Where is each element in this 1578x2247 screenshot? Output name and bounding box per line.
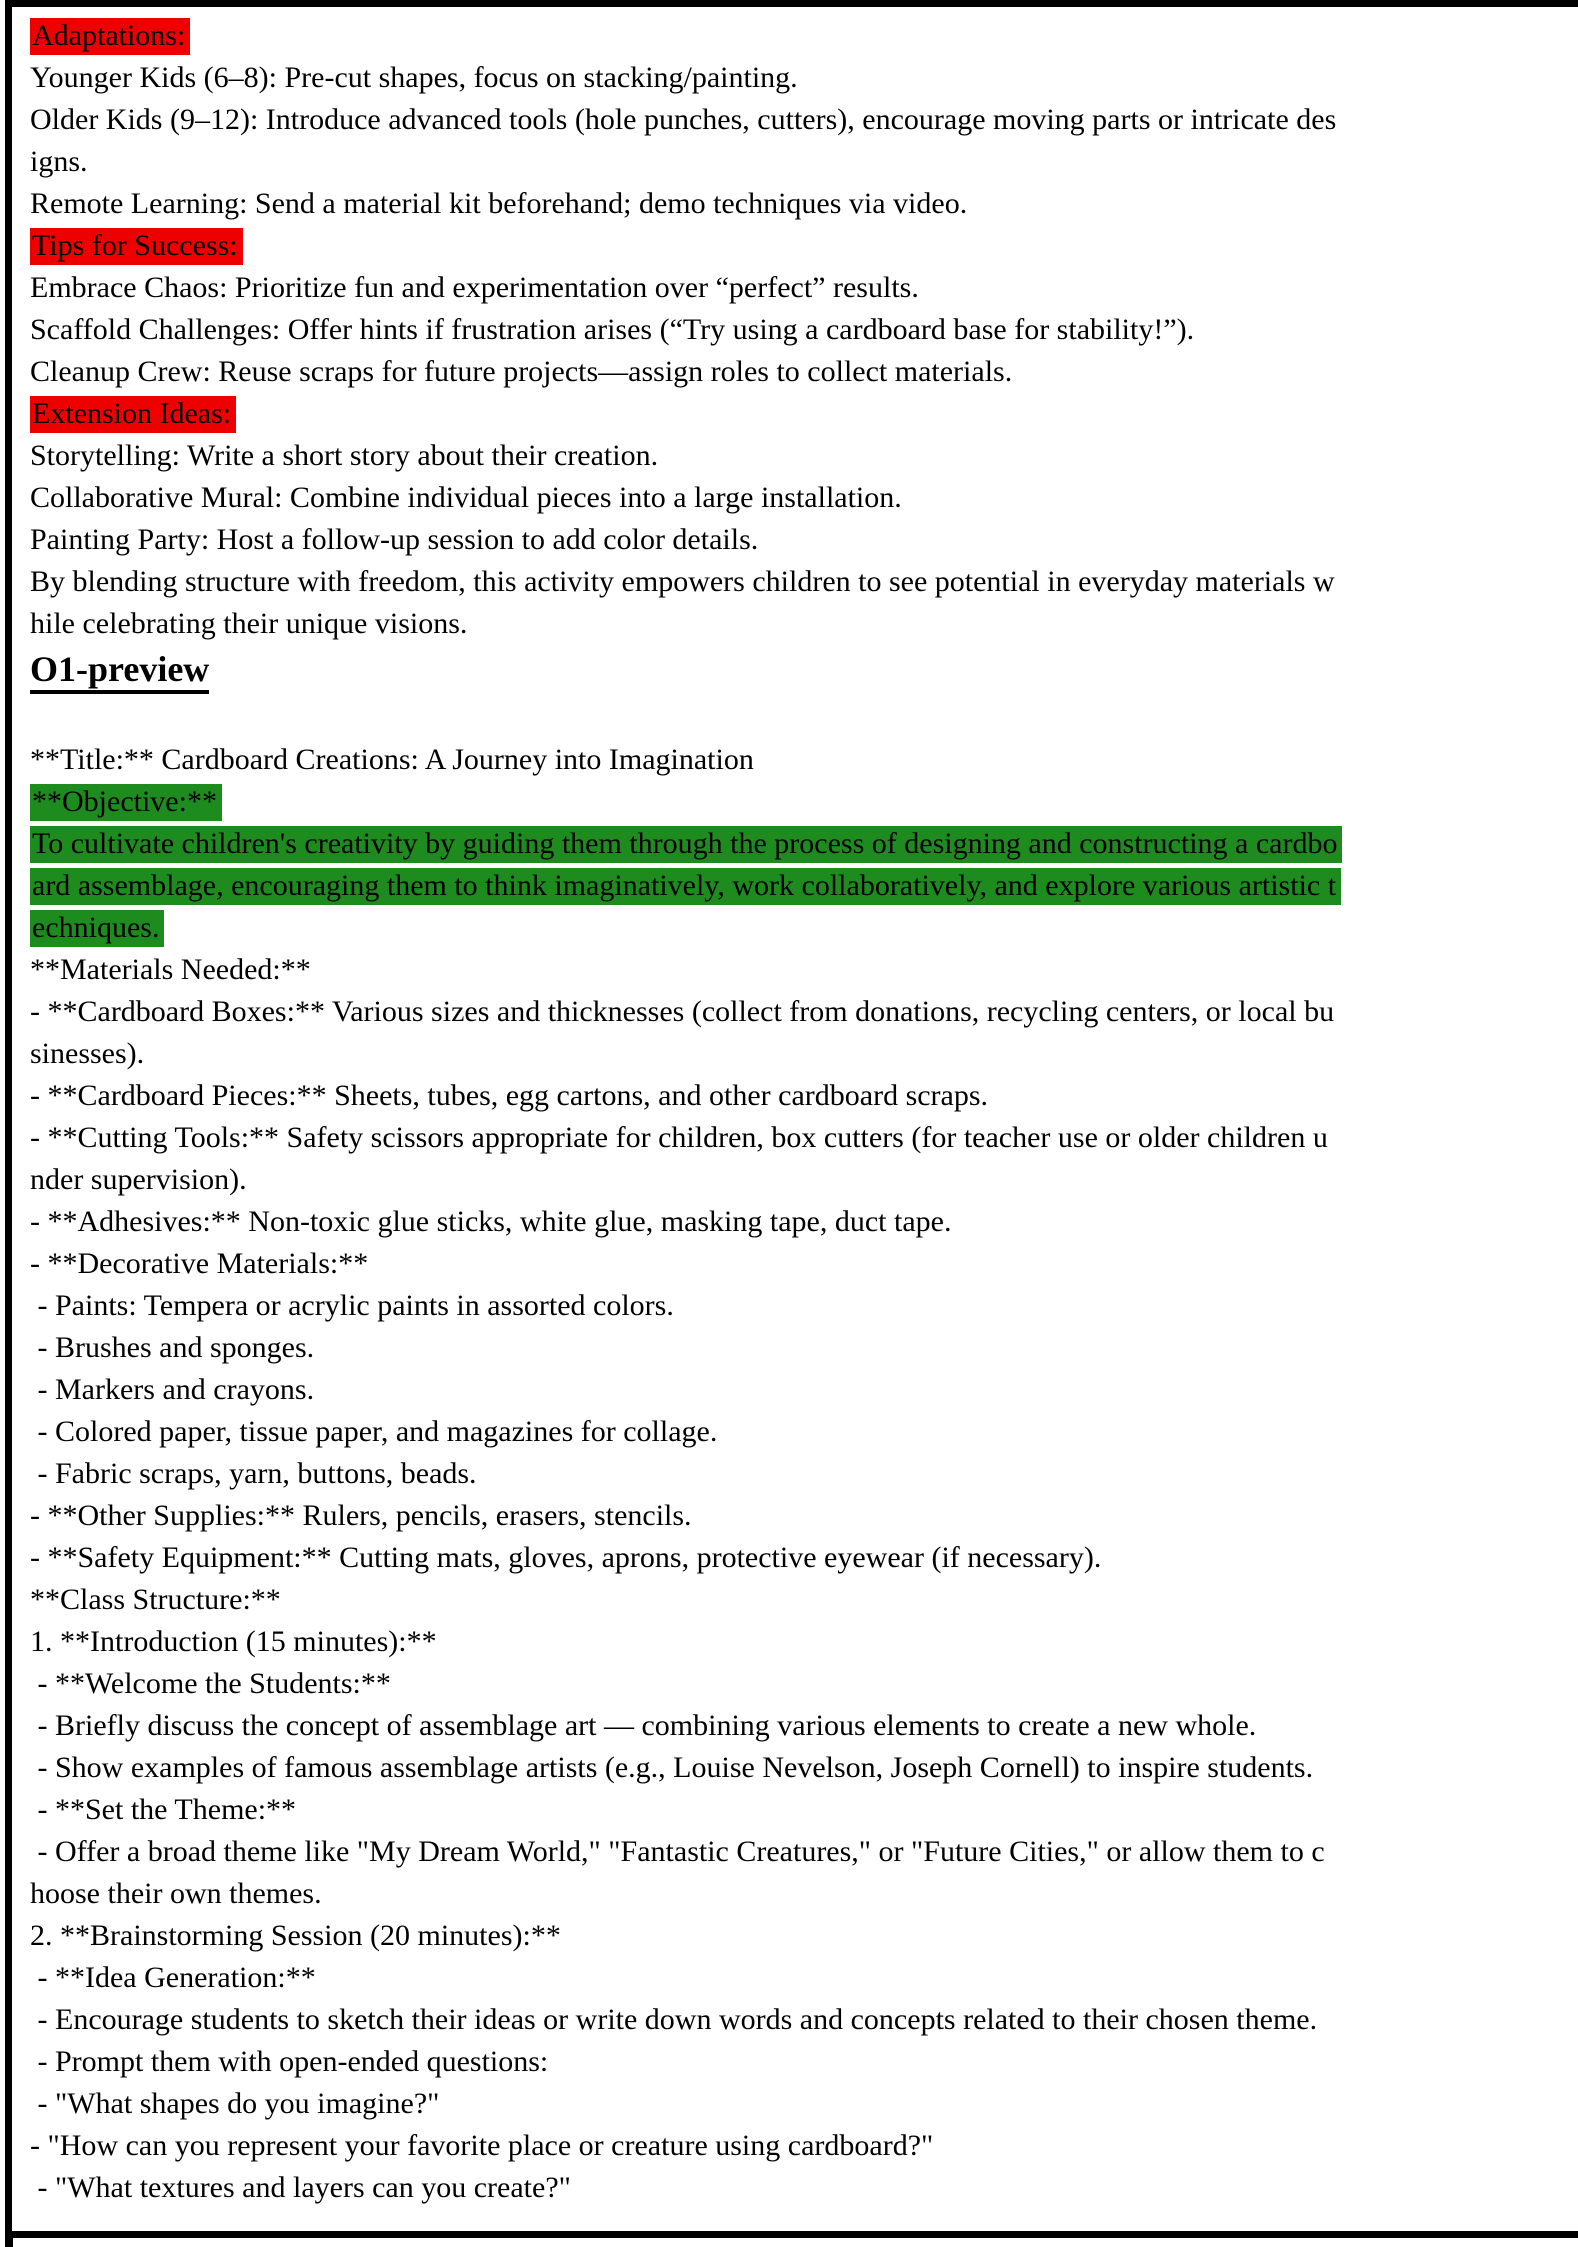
line-text: **Title:** Cardboard Creations: A Journey into Imagination: [30, 743, 754, 776]
text-line: [30, 1621, 1578, 1663]
text-line: [30, 1453, 1578, 1495]
text-line: [30, 781, 1578, 823]
text-line: [30, 1537, 1578, 1579]
line-text: - Briefly discuss the concept of assemblage art — combining various elements to create a new whole.: [30, 1709, 1257, 1742]
text-line: [30, 1495, 1578, 1537]
line-text: hoose their own themes.: [30, 1877, 322, 1910]
text-line: [30, 739, 1578, 781]
next-page-border-fragment: [5, 2238, 13, 2247]
text-line: [30, 1999, 1578, 2041]
text-line: [30, 519, 1578, 561]
text-line: [30, 1831, 1578, 1873]
line-text: 1. **Introduction (15 minutes):**: [30, 1625, 437, 1658]
line-text: - "What textures and layers can you create?": [30, 2171, 571, 2204]
line-text: Remote Learning: Send a material kit beforehand; demo techniques via video.: [30, 187, 968, 220]
line-text: Embrace Chaos: Prioritize fun and experimentation over “perfect” results.: [30, 271, 919, 304]
text-line: [30, 435, 1578, 477]
line-text: Painting Party: Host a follow-up session to add color details.: [30, 523, 759, 556]
line-text: - **Idea Generation:**: [30, 1961, 316, 1994]
text-line: [30, 2041, 1578, 2083]
line-text: nder supervision).: [30, 1163, 247, 1196]
text-line: [30, 393, 1578, 435]
highlighted-text: Adaptations:: [30, 18, 190, 55]
text-line: [30, 1075, 1578, 1117]
text-line: [30, 225, 1578, 267]
text-line: [30, 1411, 1578, 1453]
line-text: Storytelling: Write a short story about their creation.: [30, 439, 659, 472]
text-line: [30, 2125, 1578, 2167]
text-line: [30, 1159, 1578, 1201]
text-line: [30, 1243, 1578, 1285]
text-line: [30, 141, 1578, 183]
line-text: - **Other Supplies:** Rulers, pencils, erasers, stencils.: [30, 1499, 692, 1532]
line-text: - Colored paper, tissue paper, and magazines for collage.: [30, 1415, 718, 1448]
text-line: [30, 1201, 1578, 1243]
line-text: O1-preview: [30, 649, 209, 694]
highlighted-text: Extension Ideas:: [30, 396, 236, 433]
text-line: [30, 1327, 1578, 1369]
text-line: [30, 1705, 1578, 1747]
text-line: [30, 1747, 1578, 1789]
text-line: [30, 907, 1578, 949]
line-text: 2. **Brainstorming Session (20 minutes):**: [30, 1919, 561, 1952]
text-line: [30, 1579, 1578, 1621]
line-text: - **Cardboard Boxes:** Various sizes and thicknesses (collect from donations, recycling centers, or local bu: [30, 995, 1335, 1028]
text-line: [30, 1789, 1578, 1831]
line-text: - Brushes and sponges.: [30, 1331, 315, 1364]
line-text: - "What shapes do you imagine?": [30, 2087, 440, 2120]
text-line: [30, 823, 1578, 865]
line-text: **Materials Needed:**: [30, 953, 311, 986]
text-line: [30, 1915, 1578, 1957]
text-line: [30, 1369, 1578, 1411]
highlighted-text: **Objective:**: [30, 784, 222, 821]
blank-line: [30, 697, 1578, 739]
text-line: [30, 603, 1578, 645]
highlighted-text: Tips for Success:: [30, 228, 243, 265]
line-text: By blending structure with freedom, this activity empowers children to see potential in everyday materials w: [30, 565, 1335, 598]
line-text: - **Cardboard Pieces:** Sheets, tubes, egg cartons, and other cardboard scraps.: [30, 1079, 989, 1112]
highlighted-text: ard assemblage, encouraging them to think imaginatively, work collaboratively, and explore various artistic t: [30, 868, 1341, 905]
text-line: [30, 183, 1578, 225]
line-text: - **Decorative Materials:**: [30, 1247, 369, 1280]
text-line: [30, 991, 1578, 1033]
line-text: igns.: [30, 145, 88, 178]
line-text: - **Welcome the Students:**: [30, 1667, 391, 1700]
line-text: hile celebrating their unique visions.: [30, 607, 468, 640]
text-line: [30, 561, 1578, 603]
line-text: - Markers and crayons.: [30, 1373, 315, 1406]
text-line: [30, 99, 1578, 141]
section-heading: [30, 645, 1578, 697]
text-line: [30, 1957, 1578, 1999]
text-line: [30, 309, 1578, 351]
highlighted-text: To cultivate children's creativity by guiding them through the process of designing and constructing a cardbo: [30, 826, 1342, 863]
text-line: [30, 1285, 1578, 1327]
text-line: [30, 1663, 1578, 1705]
line-text: - "How can you represent your favorite place or creature using cardboard?": [30, 2129, 934, 2162]
line-text: Younger Kids (6–8): Pre-cut shapes, focus on stacking/painting.: [30, 61, 798, 94]
text-line: [30, 2083, 1578, 2125]
line-text: **Class Structure:**: [30, 1583, 281, 1616]
line-text: - Paints: Tempera or acrylic paints in assorted colors.: [30, 1289, 674, 1322]
line-text: - **Adhesives:** Non-toxic glue sticks, white glue, masking tape, duct tape.: [30, 1205, 952, 1238]
line-text: - Show examples of famous assemblage artists (e.g., Louise Nevelson, Joseph Cornell) to inspire students.: [30, 1751, 1314, 1784]
text-line: [30, 949, 1578, 991]
document-text-lines: [30, 15, 1578, 2209]
line-text: Collaborative Mural: Combine individual pieces into a large installation.: [30, 481, 902, 514]
line-text: - **Cutting Tools:** Safety scissors appropriate for children, box cutters (for teacher use or older children u: [30, 1121, 1328, 1154]
text-line: [30, 267, 1578, 309]
highlighted-text: echniques.: [30, 910, 164, 947]
line-text: - Offer a broad theme like "My Dream World," "Fantastic Creatures," or "Future Cities," or allow them to c: [30, 1835, 1325, 1868]
line-text: Older Kids (9–12): Introduce advanced tools (hole punches, cutters), encourage moving parts or intricate des: [30, 103, 1337, 136]
document-page: [5, 0, 1578, 2238]
line-text: Scaffold Challenges: Offer hints if frustration arises (“Try using a cardboard base for stability!”).: [30, 313, 1195, 346]
line-text: - **Set the Theme:**: [30, 1793, 297, 1826]
text-line: [30, 865, 1578, 907]
line-text: sinesses).: [30, 1037, 145, 1070]
line-text: - Fabric scraps, yarn, buttons, beads.: [30, 1457, 477, 1490]
text-line: [30, 1117, 1578, 1159]
text-line: [30, 2167, 1578, 2209]
text-line: [30, 15, 1578, 57]
text-line: [30, 1033, 1578, 1075]
text-line: [30, 57, 1578, 99]
text-line: [30, 1873, 1578, 1915]
text-line: [30, 477, 1578, 519]
line-text: - **Safety Equipment:** Cutting mats, gloves, aprons, protective eyewear (if necessary).: [30, 1541, 1102, 1574]
text-line: [30, 351, 1578, 393]
line-text: - Prompt them with open-ended questions:: [30, 2045, 549, 2078]
line-text: Cleanup Crew: Reuse scraps for future projects—assign roles to collect materials.: [30, 355, 1013, 388]
line-text: - Encourage students to sketch their ideas or write down words and concepts related to their chosen theme.: [30, 2003, 1318, 2036]
